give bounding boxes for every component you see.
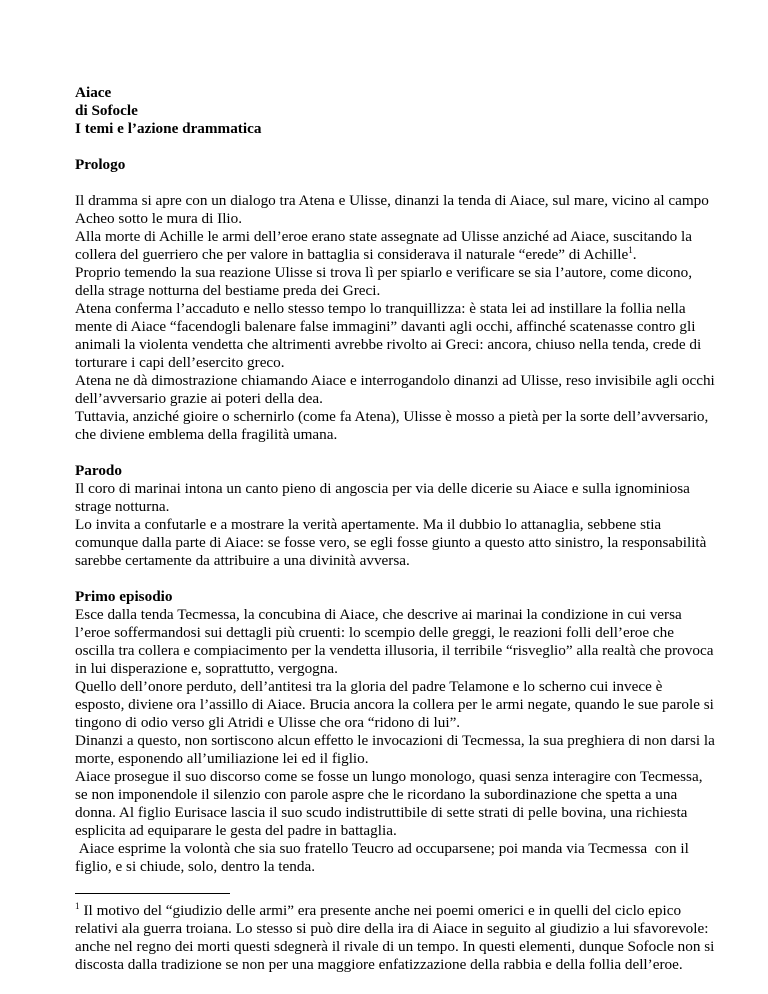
section-parodo xyxy=(75,462,715,570)
primo-episodio-paragraph-5: Aiace esprime la volontà che sia suo fratello Teucro ad occuparsene; poi manda via Tecmessa con il figlio, e si chiude, solo, dentro la tenda. xyxy=(75,840,693,875)
primo-episodio-paragraph-1: Esce dalla tenda Tecmessa, la concubina di Aiace, che descrive ai marinai la condizione in cui versa l’eroe soffermandosi sui dettagli più cruenti: lo scempio delle greggi, le reazioni folli dell’eroe che oscilla tra collera e compiacimento per la vendetta illusoria, il terribile “risveglio” alla realtà che provoca in lui disperazione e, soprattutto, vergogna. xyxy=(75,606,714,677)
footnote-number: 1 xyxy=(75,901,80,911)
document-body xyxy=(75,84,715,974)
section-primo-episodio xyxy=(75,588,715,876)
prologo-paragraph-2-end: . xyxy=(632,246,637,263)
title-block xyxy=(75,84,715,138)
parodo-paragraph-1: Il coro di marinai intona un canto pieno di angoscia per via delle dicerie su Aiace e sulla ignominiosa strage notturna. xyxy=(75,480,690,515)
footnote-separator xyxy=(75,893,230,894)
primo-episodio-paragraph-4: Aiace prosegue il suo discorso come se fosse un lungo monologo, quasi senza interagire con Tecmessa, se non imponendole il silenzio con parole aspre che le ricordano la subordinazione che spetta a una donna. Al figlio Eurisace lascia il suo scudo indistruttibile di sette strati di pelle bovina, una richiesta esplicita ad equiparare le gesta del padre in battaglia. xyxy=(75,768,703,839)
prologo-paragraph-2 xyxy=(75,228,715,264)
section-prologo xyxy=(75,156,715,444)
heading-primo-episodio: Primo episodio xyxy=(75,588,173,605)
title-line-1: Aiace xyxy=(75,84,112,101)
primo-episodio-paragraph-3: Dinanzi a questo, non sortiscono alcun effetto le invocazioni di Tecmessa, la sua preghiera di non darsi la morte, esponendo all’umiliazione lei ed il figlio. xyxy=(75,732,715,767)
footnote xyxy=(75,902,715,974)
prologo-paragraph-3: Proprio temendo la sua reazione Ulisse si trova lì per spiarlo e verificare se sia l’autore, come dicono, della strage notturna del bestiame preda dei Greci. xyxy=(75,264,692,299)
title-line-3: I temi e l’azione drammatica xyxy=(75,120,262,137)
prologo-paragraph-6: Tuttavia, anziché gioire o schernirlo (come fa Atena), Ulisse è mosso a pietà per la sorte dell’avversario, che diviene emblema della fragilità umana. xyxy=(75,408,709,443)
footnote-text: Il motivo del “giudizio delle armi” era presente anche nei poemi omerici e in quelli del ciclo epico relativi ala guerra troiana. Lo stesso si può dire della ira di Aiace in seguito al giudizio a lui sfavorevole: anche nel regno dei morti questi sdegnerà il rivale di un tempo. In questi elementi, dunque Sofocle non si discosta dalla tradizione se non per una maggiore enfatizzazione della rabbia e della follia dell’eroe. xyxy=(75,902,715,973)
footnote-reference[interactable]: 1 xyxy=(628,244,633,255)
heading-parodo: Parodo xyxy=(75,462,122,479)
heading-prologo: Prologo xyxy=(75,156,126,173)
title-line-2: di Sofocle xyxy=(75,102,138,119)
prologo-paragraph-2-text: Alla morte di Achille le armi dell’eroe erano state assegnate ad Ulisse anziché ad Aiace, suscitando la collera del guerriero che per valore in battaglia si considerava il naturale “erede” di Achille xyxy=(75,228,692,263)
parodo-paragraph-2: Lo invita a confutarle e a mostrare la verità apertamente. Ma il dubbio lo attanaglia, sebbene stia comunque dalla parte di Aiace: se fosse vero, se egli fosse giunto a questo atto sinistro, la responsabilità sarebbe certamente da attribuire a una divinità avversa. xyxy=(75,516,707,569)
primo-episodio-paragraph-2: Quello dell’onore perduto, dell’antitesi tra la gloria del padre Telamone e lo scherno cui invece è esposto, diviene ora l’assillo di Aiace. Brucia ancora la collera per le armi negate, quando le sue parole si tingono di odio verso gli Atridi e Ulisse che ora “ridono di lui”. xyxy=(75,678,714,731)
prologo-paragraph-5: Atena ne dà dimostrazione chiamando Aiace e interrogandolo dinanzi ad Ulisse, reso invisibile agli occhi dell’avversario grazie ai poteri della dea. xyxy=(75,372,715,407)
prologo-paragraph-1: Il dramma si apre con un dialogo tra Atena e Ulisse, dinanzi la tenda di Aiace, sul mare, vicino al campo Acheo sotto le mura di Ilio. xyxy=(75,192,709,227)
prologo-paragraph-4: Atena conferma l’accaduto e nello stesso tempo lo tranquillizza: è stata lei ad instillare la follia nella mente di Aiace “facendogli balenare false immagini” davanti agli occhi, affinché scatenasse contro gli animali la violenta vendetta che altrimenti avrebbe rivolto ai Greci: ancora, chiuso nella tenda, crede di torturare i capi dell’esercito greco. xyxy=(75,300,702,371)
